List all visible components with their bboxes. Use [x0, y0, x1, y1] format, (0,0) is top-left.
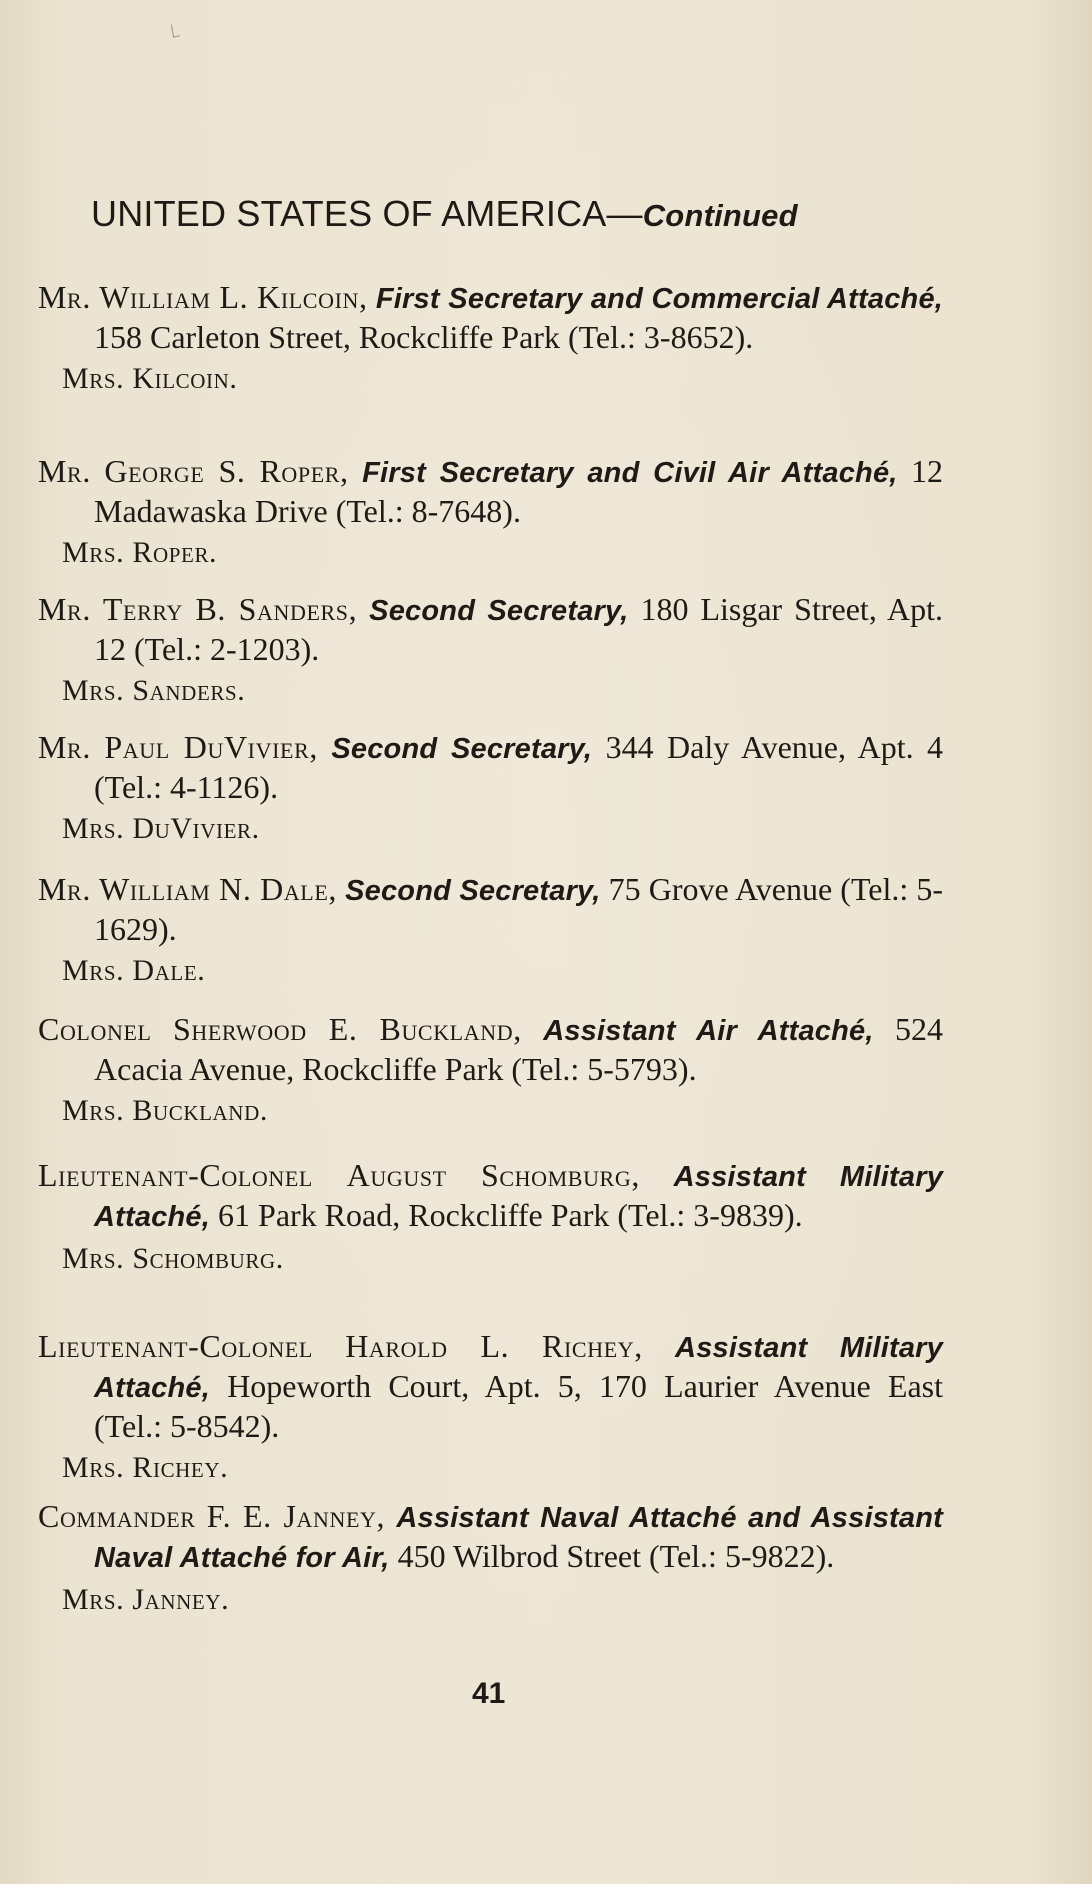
entry-spouse: Mrs. Richey.	[62, 1451, 229, 1484]
directory-entry	[38, 452, 943, 572]
directory-entry	[38, 1327, 943, 1487]
page-heading	[91, 193, 798, 235]
entry-name: Harold L. Richey,	[345, 1328, 643, 1364]
entry-honorific: Colonel	[38, 1011, 152, 1047]
entry-text	[38, 728, 943, 806]
entry-name: F. E. Janney,	[206, 1498, 386, 1534]
entry-title: Assistant Military Attaché,	[94, 1332, 943, 1404]
entry-title: Assistant Military Attaché,	[94, 1161, 944, 1233]
entry-name: Terry B. Sanders,	[102, 591, 358, 627]
entry-spouse: Mrs. Schomburg.	[62, 1242, 284, 1275]
country-name: UNITED STATES OF AMERICA—	[91, 193, 643, 234]
entry-text	[38, 1327, 943, 1445]
entry-address: 344 Daly Avenue, Apt. 4 (Tel.: 4-1126).	[94, 729, 944, 805]
entry-honorific: Mr.	[38, 729, 91, 765]
directory-entry	[38, 590, 943, 710]
entry-text	[38, 1497, 943, 1577]
page-number: 41	[472, 1677, 506, 1710]
entry-spouse: Mrs. Dale.	[62, 954, 206, 987]
entry-name: Sherwood E. Buckland,	[172, 1011, 522, 1047]
entry-name: Paul DuVivier,	[104, 729, 318, 765]
continued-label: Continued	[642, 198, 798, 233]
entry-text	[38, 1156, 943, 1236]
entry-honorific: Lieutenant-Colonel	[38, 1328, 313, 1364]
entry-spouse: Mrs. DuVivier.	[62, 812, 260, 845]
directory-entry	[38, 1010, 943, 1130]
entry-spouse: Mrs. Roper.	[62, 536, 218, 569]
entry-text	[38, 452, 943, 530]
entry-text	[38, 870, 943, 948]
directory-entry	[38, 278, 943, 398]
entry-spouse: Mrs. Buckland.	[62, 1094, 268, 1127]
entry-address: 180 Lisgar Street, Apt. 12 (Tel.: 2-1203).	[94, 591, 944, 667]
entry-name: George S. Roper,	[104, 453, 349, 489]
entry-honorific: Commander	[38, 1498, 196, 1534]
entry-text	[38, 278, 943, 356]
directory-entry	[38, 728, 943, 848]
entry-honorific: Mr.	[38, 591, 91, 627]
entry-name: William N. Dale,	[99, 871, 337, 907]
directory-entry	[38, 870, 943, 990]
entry-text	[38, 1010, 943, 1088]
entry-address: 524 Acacia Avenue, Rockcliffe Park (Tel.: 5-5793).	[94, 1011, 944, 1087]
directory-entry	[38, 1156, 943, 1278]
entry-address: 12 Madawaska Drive (Tel.: 8-7648).	[94, 453, 943, 529]
entry-address: 75 Grove Avenue (Tel.: 5-1629).	[94, 871, 943, 947]
entry-title: Second Secretary,	[345, 875, 601, 907]
entry-honorific: Lieutenant-Colonel	[38, 1157, 313, 1193]
entry-name: William L. Kilcoin,	[99, 279, 368, 315]
entry-title: Second Secretary,	[369, 595, 629, 627]
entry-title: Second Secretary,	[331, 733, 593, 765]
entry-text	[38, 590, 943, 668]
entry-honorific: Mr.	[38, 453, 91, 489]
directory-entry	[38, 1497, 943, 1619]
pencil-mark	[171, 23, 180, 37]
entry-address: 158 Carleton Street, Rockcliffe Park (Tel.: 3-8652).	[94, 319, 754, 355]
entry-honorific: Mr.	[38, 279, 91, 315]
entry-title: First Secretary and Civil Air Attaché,	[362, 457, 898, 489]
entry-address: Hopeworth Court, Apt. 5, 170 Laurier Avenue East (Tel.: 5-8542).	[94, 1368, 944, 1444]
entry-spouse: Mrs. Janney.	[62, 1583, 230, 1616]
entry-honorific: Mr.	[38, 871, 91, 907]
entry-address: 61 Park Road, Rockcliffe Park (Tel.: 3-9839).	[218, 1197, 803, 1233]
entry-title: Assistant Naval Attaché and Assistant Naval Attaché for Air,	[94, 1502, 944, 1574]
entry-spouse: Mrs. Sanders.	[62, 674, 246, 707]
entry-title: Assistant Air Attaché,	[543, 1015, 874, 1047]
entry-address: 450 Wilbrod Street (Tel.: 5-9822).	[397, 1538, 835, 1574]
entry-title: First Secretary and Commercial Attaché,	[375, 283, 944, 315]
entry-spouse: Mrs. Kilcoin.	[62, 362, 238, 395]
entry-name: August Schomburg,	[346, 1157, 640, 1193]
